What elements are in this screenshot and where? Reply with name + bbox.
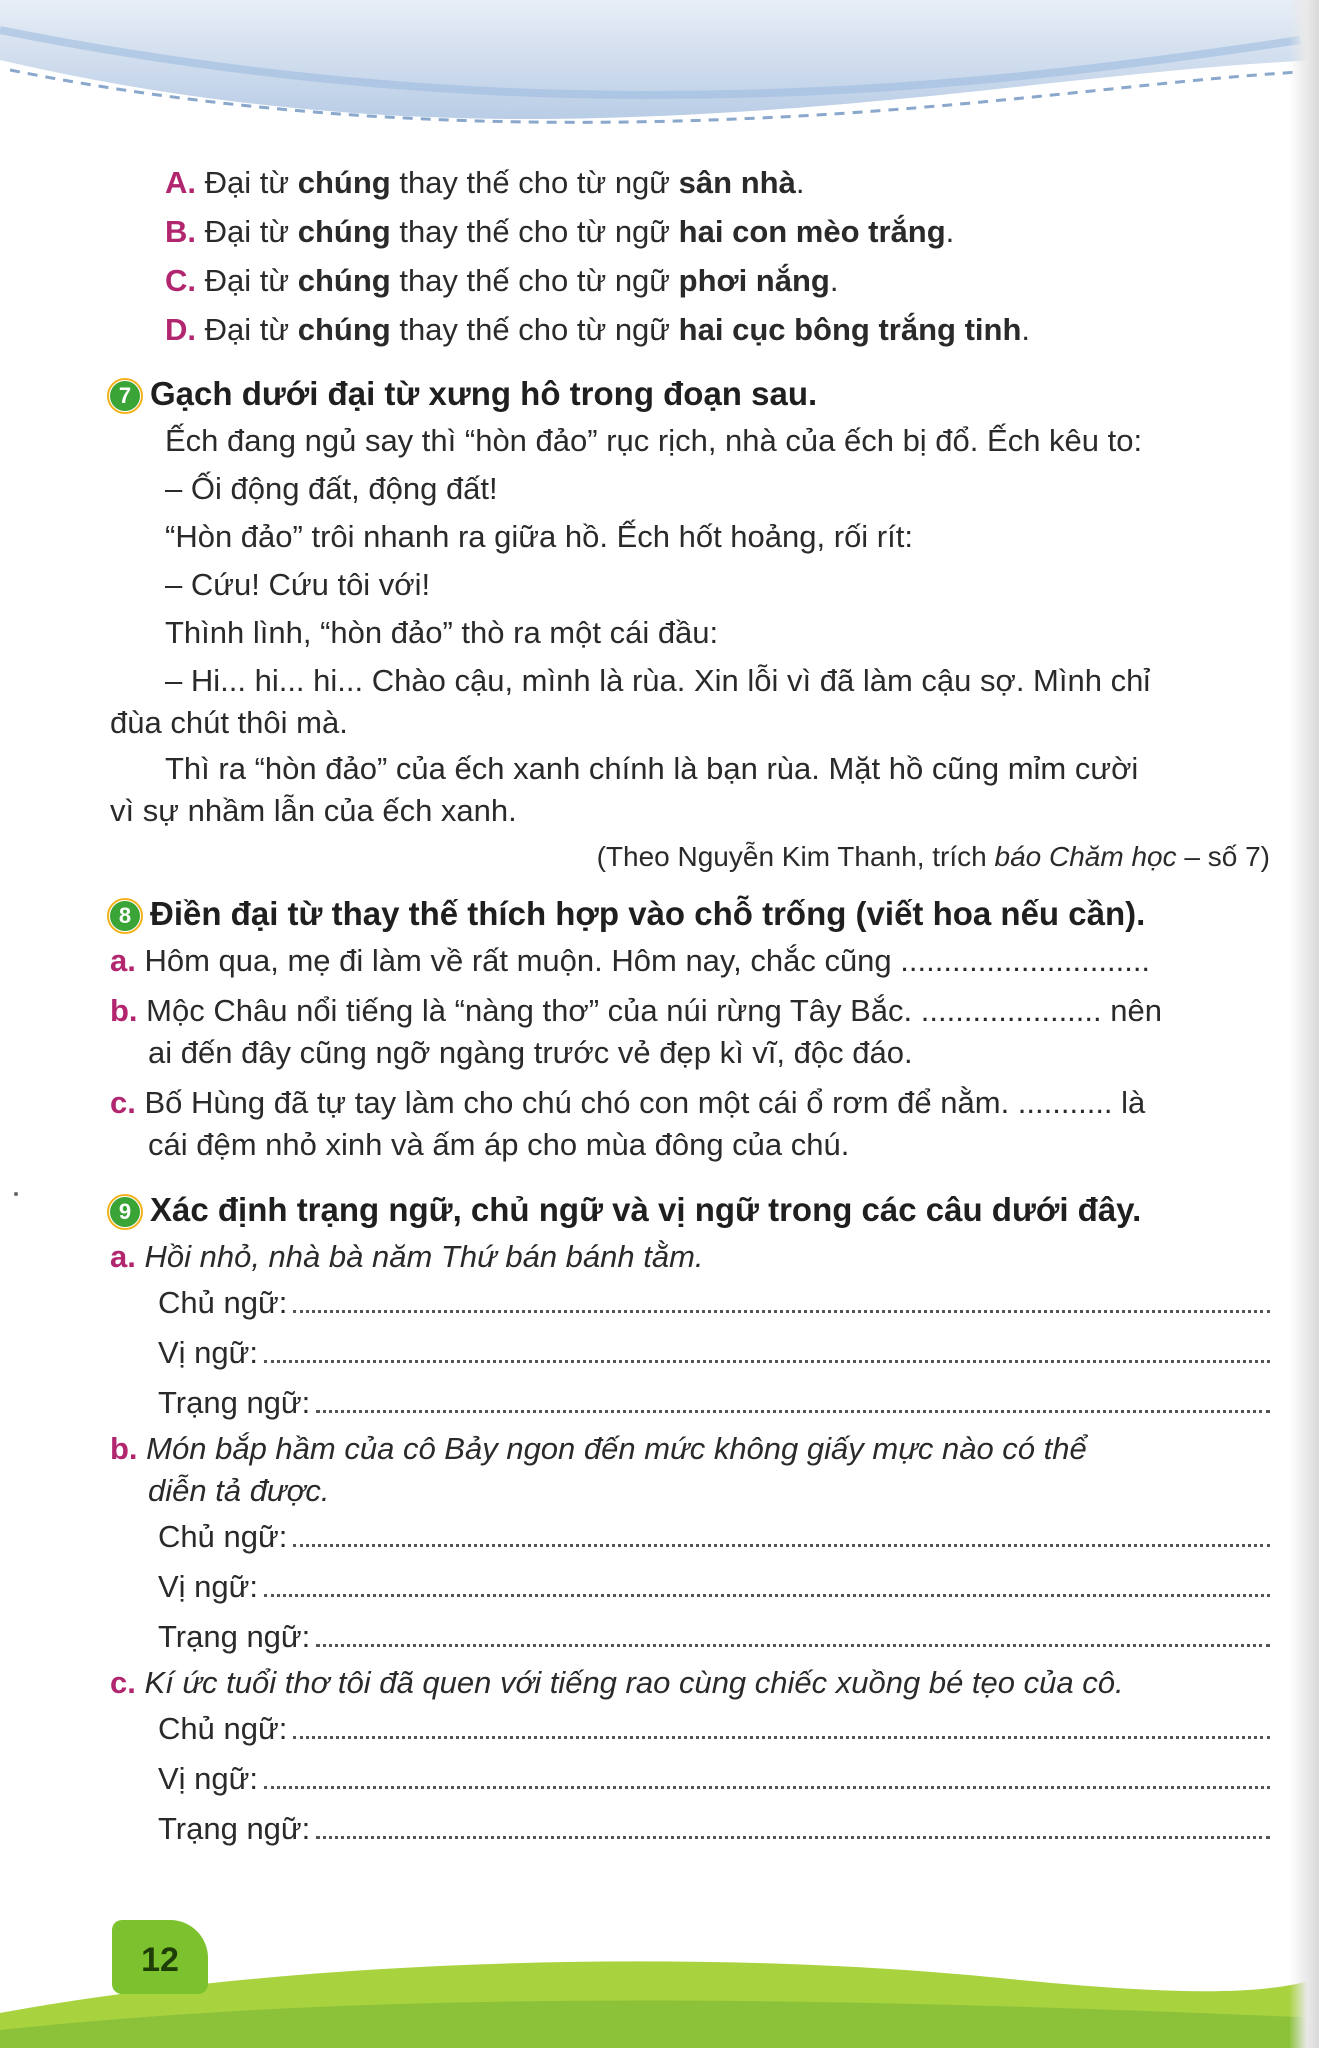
passage-line: – Cứu! Cứu tôi với! (165, 567, 431, 602)
fill-item-b: b. Mộc Châu nổi tiếng là “nàng thơ” của núi rừng Tây Bắc. ..................... nên (110, 993, 1162, 1028)
fill-item-c: c. Bố Hùng đã tự tay làm cho chú chó con một cái ổ rơm để nằm. ........... là (110, 1085, 1146, 1120)
fill-item-b-continued: ai đến đây cũng ngỡ ngàng trước vẻ đẹp kì vĩ, độc đáo. (148, 1035, 913, 1070)
adverbial-answer-line[interactable]: Trạng ngữ: (110, 1612, 1270, 1662)
option-b: B. Đại từ chúng thay thế cho từ ngữ hai con mèo trắng. (165, 214, 955, 249)
question-7-title: Gạch dưới đại từ xưng hô trong đoạn sau. (150, 375, 818, 412)
question-number-badge: 7 (110, 381, 140, 411)
question-9-title: Xác định trạng ngữ, chủ ngữ và vị ngữ trong các câu dưới đây. (150, 1191, 1142, 1228)
question-8-heading (110, 888, 1270, 940)
question-9-heading (110, 1184, 1270, 1236)
passage-source: (Theo Nguyễn Kim Thanh, trích báo Chăm học – số 7) (596, 841, 1270, 872)
question-number-badge: 9 (110, 1197, 140, 1227)
predicate-answer-line[interactable]: Vị ngữ: (110, 1328, 1270, 1378)
question-7-passage (110, 420, 1270, 882)
sentence-b-continued: diễn tả được. (148, 1473, 330, 1508)
page-number: 12 (141, 1941, 179, 1979)
subject-answer-line[interactable]: Chủ ngữ: (110, 1704, 1270, 1754)
page-number-tab (112, 1920, 208, 1994)
page-edge-shadow (1289, 0, 1319, 2048)
passage-line: “Hòn đảo” trôi nhanh ra giữa hồ. Ếch hốt hoảng, rối rít: (165, 519, 913, 554)
passage-line: Thình lình, “hòn đảo” thò ra một cái đầu: (165, 615, 719, 650)
option-d: D. Đại từ chúng thay thế cho từ ngữ hai cục bông trắng tinh. (165, 312, 1031, 347)
sentence-b-block (110, 1428, 1270, 1662)
passage-line: – Ối động đất, động đất! (165, 471, 498, 506)
option-a: A. Đại từ chúng thay thế cho từ ngữ sân nhà. (165, 165, 805, 200)
sentence-a-block (110, 1236, 1270, 1428)
sentence-c: c. Kí ức tuổi thơ tôi đã quen với tiếng rao cùng chiếc xuồng bé tẹo của cô. (110, 1665, 1124, 1700)
question-number-badge: 8 (110, 901, 140, 931)
answer-options (110, 158, 1270, 354)
predicate-answer-line[interactable]: Vị ngữ: (110, 1562, 1270, 1612)
fill-item-a: a. Hôm qua, mẹ đi làm về rất muộn. Hôm nay, chắc cũng ............................. (110, 943, 1151, 978)
passage-line: – Hi... hi... hi... Chào cậu, mình là rùa. Xin lỗi vì đã làm cậu sợ. Mình chỉ (165, 663, 1151, 698)
passage-line: Thì ra “hòn đảo” của ếch xanh chính là bạn rùa. Mặt hồ cũng mỉm cười (165, 751, 1139, 786)
exercise-content (110, 158, 1270, 1854)
subject-answer-line[interactable]: Chủ ngữ: (110, 1278, 1270, 1328)
sentence-a: a. Hồi nhỏ, nhà bà năm Thứ bán bánh tằm. (110, 1239, 704, 1274)
passage-line: đùa chút thôi mà. (110, 705, 348, 740)
question-8-title: Điền đại từ thay thế thích hợp vào chỗ trống (viết hoa nếu cần). (150, 895, 1146, 932)
question-8-items (110, 940, 1270, 1166)
sentence-c-block (110, 1662, 1270, 1854)
subject-answer-line[interactable]: Chủ ngữ: (110, 1512, 1270, 1562)
option-c: C. Đại từ chúng thay thế cho từ ngữ phơi nắng. (165, 263, 839, 298)
passage-line: vì sự nhầm lẫn của ếch xanh. (110, 793, 517, 828)
adverbial-answer-line[interactable]: Trạng ngữ: (110, 1804, 1270, 1854)
header-wave-decoration (0, 0, 1319, 140)
sentence-b: b. Món bắp hầm của cô Bảy ngon đến mức không giấy mực nào có thể (110, 1431, 1087, 1466)
scan-speck (14, 1192, 18, 1196)
adverbial-answer-line[interactable]: Trạng ngữ: (110, 1378, 1270, 1428)
question-7-heading (110, 368, 1270, 420)
fill-item-c-continued: cái đệm nhỏ xinh và ấm áp cho mùa đông của chú. (148, 1127, 850, 1162)
predicate-answer-line[interactable]: Vị ngữ: (110, 1754, 1270, 1804)
passage-line: Ếch đang ngủ say thì “hòn đảo” rục rịch, nhà của ếch bị đổ. Ếch kêu to: (165, 423, 1143, 458)
